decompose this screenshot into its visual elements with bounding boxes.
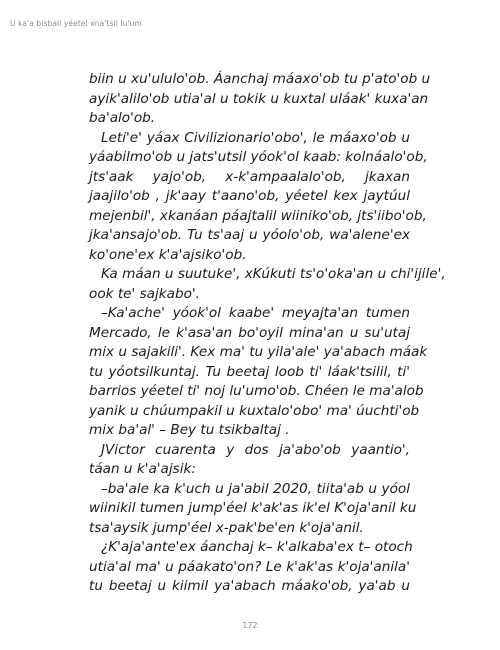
text-line: mejenbil', xkanáan páajtalil wiiniko'ob, jts'iibo'ob, — [89, 207, 427, 224]
text-line: –Ka'ache' yóok'ol kaabe' meyajta'an tumen — [101, 305, 410, 321]
text-line: tsa'aysik jump'éel x-pak'be'en k'oja'anil. — [89, 519, 364, 536]
text-line: Leti'e' yáax Civilizionario'obo', le máaxo'ob u — [101, 129, 410, 146]
text-line: ook te' sajkabo'. — [89, 285, 200, 302]
text-line: jka'ansajo'ob. Tu ts'aaj u yóolo'ob, wa'alene'ex — [89, 227, 410, 243]
text-line: utia'al ma' u páakato'on? Le k'ak'as k'oja'anila' — [89, 558, 410, 575]
text-line: tu beetaj u kiimil ya'abach máako'ob, ya'ab u — [89, 578, 410, 594]
text-line: ¿K'aja'ante'ex áanchaj k– k'alkaba'ex t– otoch — [101, 539, 413, 555]
text-line: –ba'ale ka k'uch u ja'abil 2020, tiita'ab u yóol — [101, 480, 410, 497]
text-line: jts'aak yajo'ob, x-k'ampaalalo'ob, jkaxan — [89, 168, 410, 185]
text-line: yanik u chúumpakil u kuxtalo'obo' ma' úuchti'ob — [89, 402, 420, 419]
text-line: yáabilmo'ob u jats'utsil yóok'ol kaab: kolnáalo'ob, — [89, 149, 428, 165]
text-line: tu yóotsilkuntaj. Tu beetaj loob ti' láak'tsilil, ti' — [89, 363, 410, 380]
text-line: Mercado, le k'asa'an bo'oyil mina'an u su'utaj — [89, 324, 410, 341]
text-line: barrios yéetel ti' noj lu'umo'ob. Chéen le ma'alob — [89, 383, 424, 399]
text-line: ayik'alilo'ob utia'al u tokik u kuxtal uláak' kuxa'an — [89, 90, 429, 107]
text-line: JVictor cuarenta y dos ja'abo'ob yaantio', — [101, 441, 410, 458]
page-number: 172 — [242, 621, 258, 630]
text-line: ko'one'ex k'a'ajsiko'ob. — [89, 246, 247, 263]
text-line: táan u k'a'ajsik: — [89, 461, 196, 477]
text-line: mix ba'al' – Bey tu tsikbaltaj . — [89, 422, 290, 438]
page-body — [89, 70, 446, 597]
text-line: jaajilo'ob , jk'aay t'aano'ob, yéetel kex jaytúul — [89, 188, 410, 204]
text-line: wiinikil tumen jump'éel k'ak'as ik'el K'oja'anil ku — [89, 500, 417, 516]
text-line: ba'alo'ob. — [89, 110, 156, 126]
text-line: biin u xu'ululo'ob. Áanchaj máaxo'ob tu p'ato'ob u — [89, 71, 431, 87]
text-line: Ka máan u suutuke', xKúkuti ts'o'oka'an u chi'ijile', — [101, 266, 446, 282]
text-line: mix u sajakili'. Kex ma' tu yila'ale' ya'abach máak — [89, 344, 428, 360]
running-header: U ka'a bisbail yéetel xna'tsil lu'um — [10, 19, 142, 28]
